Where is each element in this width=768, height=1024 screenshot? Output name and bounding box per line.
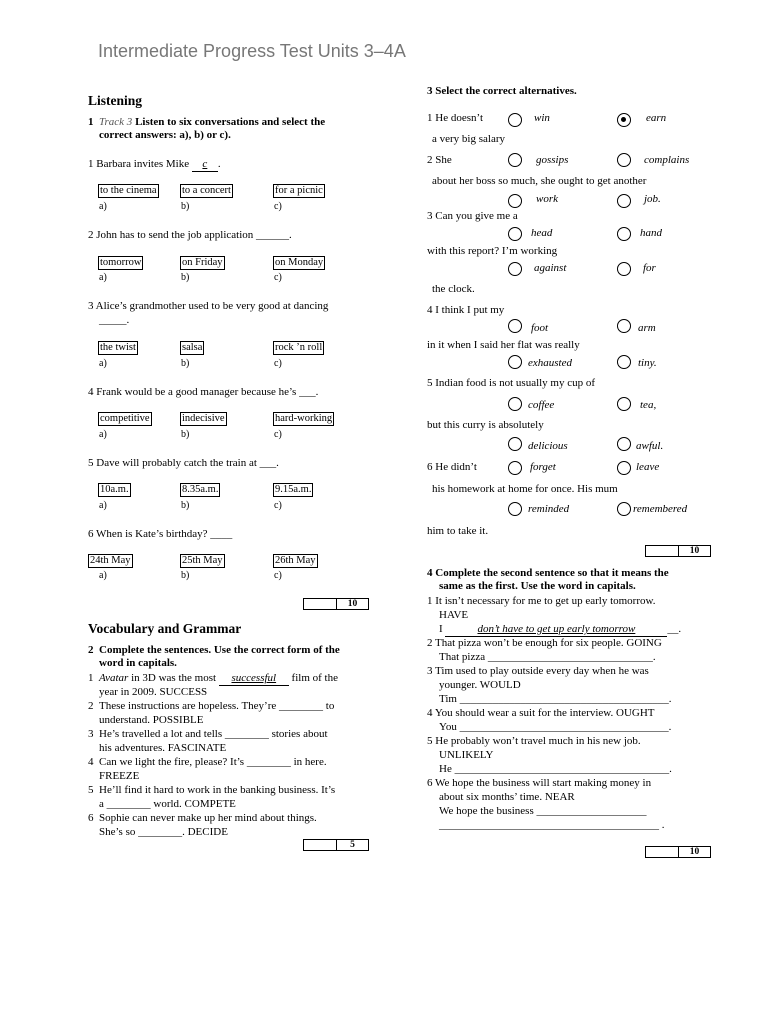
q4-option-a[interactable]: competitive	[100, 413, 150, 424]
q1-option-b[interactable]: to a concert	[182, 185, 231, 196]
label-c: c)	[274, 201, 282, 212]
label-a: a)	[99, 570, 107, 581]
label-b: b)	[181, 272, 190, 283]
alt-2-continuation: about her boss so much, she ought to get another	[432, 175, 647, 187]
alt-1-radio-b[interactable]	[617, 113, 631, 127]
alt-6-radio-b2[interactable]	[617, 502, 631, 516]
vocab-item-4-line2: FREEZE	[99, 770, 140, 782]
transform-6-answer-line2[interactable]: ________________________________________ .	[439, 819, 665, 831]
alt-4-option-a2: exhausted	[528, 357, 572, 369]
alt-5-option-b: tea,	[640, 399, 657, 411]
alt-6-radio-a[interactable]	[508, 461, 522, 475]
transform-6: 6 We hope the business will start making money in	[427, 777, 652, 789]
vocab-item-2-num: 2	[88, 700, 94, 712]
transform-heading: 4 Complete the second sentence so that it means the	[427, 567, 669, 579]
alt-4-radio-a2[interactable]	[508, 355, 522, 369]
listening-q3-line2: _____.	[99, 314, 130, 326]
alt-2-radio-a2[interactable]	[508, 194, 522, 208]
q3-option-b[interactable]: salsa	[182, 342, 203, 353]
listening-heading: Listening	[88, 93, 143, 108]
alt-6-option-a2: reminded	[528, 503, 570, 515]
alt-6-radio-b[interactable]	[617, 461, 631, 475]
alternatives-score-box	[645, 545, 711, 557]
listening-score-box	[303, 598, 369, 610]
q4-option-b[interactable]: indecisive	[182, 413, 225, 424]
vocab-item-6-line2: She’s so ________. DECIDE	[99, 826, 228, 838]
vocab-instruction-line2: word in capitals.	[99, 657, 177, 669]
listening-q4: 4 Frank would be a good manager because he’s ___.	[88, 386, 319, 398]
listening-q6: 6 When is Kate’s birthday? ____	[88, 528, 233, 540]
vocab-item-1-num: 1	[88, 672, 94, 684]
transform-1: 1 It isn’t necessary for me to get up early tomorrow.	[427, 595, 656, 607]
transform-2-answer-line[interactable]: That pizza ______________________________.	[439, 651, 656, 663]
alt-2-radio-b[interactable]	[617, 153, 631, 167]
transform-6-answer-line[interactable]: We hope the business ____________________	[439, 805, 647, 817]
transform-5-answer-line[interactable]: He _______________________________________.	[439, 763, 672, 775]
label-c: c)	[274, 570, 282, 581]
vocab-item-4-num: 4	[88, 756, 94, 768]
alt-5-radio-b2[interactable]	[617, 437, 631, 451]
alt-3-option-b: hand	[640, 227, 662, 239]
listening-instruction: 1 Track 3 Listen to six conversations and select the	[88, 116, 326, 128]
alt-5-radio-a[interactable]	[508, 397, 522, 411]
q4-option-c[interactable]: hard-working	[275, 413, 333, 424]
label-a: a)	[99, 358, 107, 369]
transform-score: 10	[689, 847, 700, 857]
label-b: b)	[181, 500, 190, 511]
vocab-item-4: Can we light the fire, please? It’s ________ in here.	[99, 756, 327, 768]
transform-1-keyword: HAVE	[439, 609, 469, 621]
transform-heading-line2: same as the first. Use the word in capitals.	[439, 580, 636, 592]
q5-option-c[interactable]: 9.15a.m.	[275, 484, 312, 495]
label-b: b)	[181, 358, 190, 369]
vocab-item-1: Avatar in 3D was the most successful film of the	[99, 671, 338, 686]
vocab-item-5-num: 5	[88, 784, 94, 796]
listening-q1-answer: c	[192, 157, 218, 172]
label-a: a)	[99, 272, 107, 283]
alt-4-stem: 4 I think I put my	[427, 304, 505, 316]
vocab-item-5-line2: a ________ world. COMPETE	[99, 798, 236, 810]
label-c: c)	[274, 358, 282, 369]
label-a: a)	[99, 500, 107, 511]
label-a: a)	[99, 429, 107, 440]
alt-5-radio-a2[interactable]	[508, 437, 522, 451]
alt-4-option-b2: tiny.	[638, 357, 657, 369]
vocab-item-3-line2: his adventures. FASCINATE	[99, 742, 227, 754]
alt-3-radio-b[interactable]	[617, 227, 631, 241]
listening-q3: 3 Alice’s grandmother used to be very good at dancing	[88, 300, 329, 312]
label-b: b)	[181, 429, 190, 440]
alt-4-radio-b[interactable]	[617, 319, 631, 333]
q1-option-c[interactable]: for a picnic	[275, 185, 323, 196]
listening-q5: 5 Dave will probably catch the train at ___.	[88, 457, 279, 469]
alt-4-radio-a[interactable]	[508, 319, 522, 333]
alt-4-middle: in it when I said her flat was really	[427, 339, 580, 351]
alt-5-radio-b[interactable]	[617, 397, 631, 411]
q1-option-a[interactable]: to the cinema	[100, 185, 157, 196]
transform-3-answer-line[interactable]: Tim ______________________________________.	[439, 693, 672, 705]
alt-2-radio-a[interactable]	[508, 153, 522, 167]
page-title: Intermediate Progress Test Units 3–4A	[98, 41, 406, 61]
label-b: b)	[181, 201, 190, 212]
q5-option-b[interactable]: 8.35a.m.	[182, 484, 219, 495]
alt-2-option-a2: work	[536, 193, 558, 205]
vocab-item-2: These instructions are hopeless. They’re ________ to	[99, 700, 335, 712]
vocab-item-6-num: 6	[88, 812, 94, 824]
vocab-heading: Vocabulary and Grammar	[88, 621, 242, 636]
alt-3-stem: 3 Can you give me a	[427, 210, 518, 222]
alt-3-option-a2: against	[534, 262, 567, 274]
transform-4: 4 You should wear a suit for the interview. OUGHT	[427, 707, 655, 719]
alt-3-radio-b2[interactable]	[617, 262, 631, 276]
listening-score: 10	[347, 599, 358, 609]
label-c: c)	[274, 500, 282, 511]
alt-5-option-b2: awful.	[636, 440, 664, 452]
alternatives-score: 10	[689, 546, 700, 556]
alt-3-option-a: head	[531, 227, 553, 239]
vocab-score: 5	[350, 840, 355, 850]
listening-q1: 1 Barbara invites Mike c .	[88, 157, 221, 172]
alt-5-middle: but this curry is absolutely	[427, 419, 544, 431]
vocab-item-3-num: 3	[88, 728, 94, 740]
transform-4-answer-line[interactable]: You ______________________________________.	[439, 721, 672, 733]
vocab-item-1-answer: successful	[219, 671, 289, 686]
label-c: c)	[274, 272, 282, 283]
alt-5-option-a: coffee	[528, 399, 555, 411]
alt-1-option-a: win	[534, 112, 550, 124]
alt-2-stem: 2 She	[427, 154, 452, 166]
vocab-score-box	[303, 839, 369, 851]
alt-1-continuation: a very big salary	[432, 133, 505, 145]
transform-5: 5 He probably won’t travel much in his new job.	[427, 735, 641, 747]
alt-6-middle: his homework at home for once. His mum	[432, 483, 618, 495]
transform-3: 3 Tim used to play outside every day when he was	[427, 665, 649, 677]
listening-instruction-line2: correct answers: a), b) or c).	[99, 129, 231, 141]
listening-q2: 2 John has to send the job application ______.	[88, 229, 292, 241]
q6-option-c[interactable]: 26th May	[275, 555, 316, 566]
alt-6-continuation: him to take it.	[427, 525, 489, 537]
vocab-item-6: Sophie can never make up her mind about things.	[99, 812, 317, 824]
alt-3-continuation: the clock.	[432, 283, 475, 295]
q6-option-a[interactable]: 24th May	[90, 555, 131, 566]
transform-1-answer-line: I don’t have to get up early tomorrow __.	[439, 622, 681, 637]
alt-5-option-a2: delicious	[528, 440, 568, 452]
alt-4-option-b: arm	[638, 322, 656, 334]
vocab-instruction: 2 Complete the sentences. Use the correct form of the	[88, 644, 340, 656]
transform-6-keyword: about six months’ time. NEAR	[439, 791, 575, 803]
alt-3-middle: with this report? I’m working	[427, 245, 558, 257]
q2-option-b[interactable]: on Friday	[182, 257, 223, 268]
alt-5-stem: 5 Indian food is not usually my cup of	[427, 377, 596, 389]
q5-option-a[interactable]: 10a.m.	[100, 484, 129, 495]
q2-option-c[interactable]: on Monday	[275, 257, 324, 268]
alt-6-option-b2: remembered	[633, 503, 688, 515]
transform-1-answer: don’t have to get up early tomorrow	[445, 622, 667, 637]
alt-6-radio-a2[interactable]	[508, 502, 522, 516]
alt-2-radio-b2[interactable]	[617, 194, 631, 208]
alt-1-option-b: earn	[646, 112, 667, 124]
transform-2: 2 That pizza won’t be enough for six people. GOING	[427, 637, 662, 649]
vocab-item-2-line2: understand. POSSIBLE	[99, 714, 204, 726]
alt-3-radio-a[interactable]	[508, 227, 522, 241]
q3-option-a[interactable]: the twist	[100, 342, 136, 353]
alt-1-stem: 1 He doesn’t	[427, 112, 484, 124]
alt-6-stem: 6 He didn’t	[427, 461, 477, 473]
q3-option-c[interactable]: rock ’n roll	[275, 342, 323, 353]
q6-option-b[interactable]: 25th May	[182, 555, 223, 566]
vocab-item-1-line2: year in 2009. SUCCESS	[99, 686, 208, 698]
alt-2-option-b2: job.	[644, 193, 661, 205]
alternatives-heading: 3 Select the correct alternatives.	[427, 85, 577, 97]
alt-3-option-b2: for	[643, 262, 656, 274]
alt-4-radio-b2[interactable]	[617, 355, 631, 369]
track-label: Track 3	[99, 116, 133, 128]
alt-3-radio-a2[interactable]	[508, 262, 522, 276]
alt-2-option-a: gossips	[536, 154, 569, 166]
q2-option-a[interactable]: tomorrow	[100, 257, 142, 268]
transform-5-keyword: UNLIKELY	[439, 749, 494, 761]
transform-3-keyword: younger. WOULD	[439, 679, 521, 691]
alt-6-option-a: forget	[530, 461, 556, 473]
alt-1-radio-a[interactable]	[508, 113, 522, 127]
label-a: a)	[99, 201, 107, 212]
vocab-item-5: He’ll find it hard to work in the banking business. It’s	[99, 784, 336, 796]
transform-score-box	[645, 846, 711, 858]
alt-2-option-b: complains	[644, 154, 690, 166]
vocab-item-3: He’s travelled a lot and tells ________ stories about	[99, 728, 328, 740]
alt-6-option-b: leave	[636, 461, 660, 473]
alt-4-option-a: foot	[531, 322, 549, 334]
label-b: b)	[181, 570, 190, 581]
label-c: c)	[274, 429, 282, 440]
